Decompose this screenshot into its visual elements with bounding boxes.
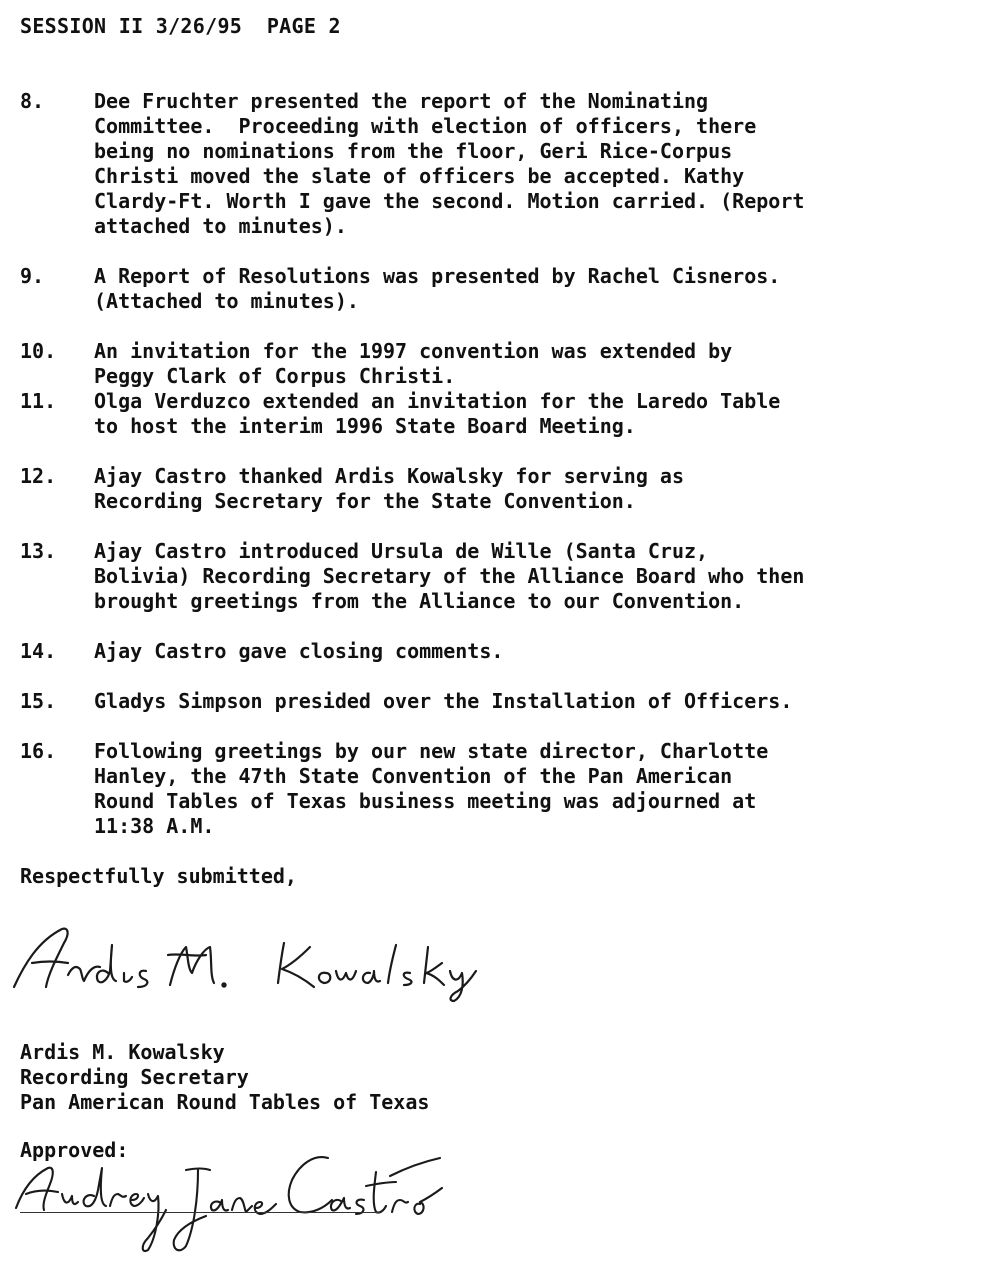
item-text xyxy=(94,689,984,714)
approver-signature xyxy=(10,1128,450,1268)
secretary-signature xyxy=(10,915,480,1005)
item-line: Ajay Castro thanked Ardis Kowalsky for serving as xyxy=(94,464,685,488)
item-line: Recording Secretary for the State Convention. xyxy=(94,489,636,513)
item-line: Committee. Proceeding with election of officers, there xyxy=(94,114,757,138)
signatory-organization: Pan American Round Tables of Texas xyxy=(20,1090,430,1114)
item-number: 13. xyxy=(20,539,57,563)
item-line: 11:38 A.M. xyxy=(94,814,215,838)
item-number: 8. xyxy=(20,89,45,113)
item-number: 11. xyxy=(20,389,57,413)
signatory-name: Ardis M. Kowalsky xyxy=(20,1040,225,1064)
signature-line xyxy=(20,1212,380,1213)
item-line: Gladys Simpson presided over the Installation of Officers. xyxy=(94,689,793,713)
item-number: 9. xyxy=(20,264,45,288)
signatory-title: Recording Secretary xyxy=(20,1065,249,1089)
item-line: Following greetings by our new state director, Charlotte xyxy=(94,739,769,763)
item-line: Olga Verduzco extended an invitation for the Laredo Table xyxy=(94,389,781,413)
item-text xyxy=(94,639,984,664)
item-line: Dee Fruchter presented the report of the Nominating xyxy=(94,89,709,113)
signatory-block xyxy=(20,1040,429,1115)
item-line: Ajay Castro gave closing comments. xyxy=(94,639,504,663)
item-text xyxy=(94,389,984,439)
item-line: An invitation for the 1997 convention was extended by xyxy=(94,339,733,363)
item-text xyxy=(94,89,984,239)
item-line: Christi moved the slate of officers be accepted. Kathy xyxy=(94,164,745,188)
item-line: being no nominations from the floor, Geri Rice-Corpus xyxy=(94,139,733,163)
item-text xyxy=(94,264,984,314)
item-line: brought greetings from the Alliance to our Convention. xyxy=(94,589,745,613)
item-text xyxy=(94,339,984,389)
approved-label: Approved: xyxy=(20,1138,129,1162)
item-line: Peggy Clark of Corpus Christi. xyxy=(94,364,456,388)
item-line: Clardy-Ft. Worth I gave the second. Motion carried. (Report xyxy=(94,189,805,213)
item-line: Ajay Castro introduced Ursula de Wille (Santa Cruz, xyxy=(94,539,709,563)
item-number: 15. xyxy=(20,689,57,713)
item-number: 14. xyxy=(20,639,57,663)
item-text xyxy=(94,539,984,614)
item-line: (Attached to minutes). xyxy=(94,289,359,313)
item-line: Hanley, the 47th State Convention of the Pan American xyxy=(94,764,733,788)
item-number: 12. xyxy=(20,464,57,488)
item-text xyxy=(94,464,984,514)
item-line: attached to minutes). xyxy=(94,214,347,238)
item-line: Round Tables of Texas business meeting was adjourned at xyxy=(94,789,757,813)
item-line: A Report of Resolutions was presented by Rachel Cisneros. xyxy=(94,264,781,288)
item-line: Bolivia) Recording Secretary of the Alliance Board who then xyxy=(94,564,805,588)
item-number: 10. xyxy=(20,339,57,363)
item-number: 16. xyxy=(20,739,57,763)
page-header: SESSION II 3/26/95 PAGE 2 xyxy=(20,14,341,38)
item-line: to host the interim 1996 State Board Meeting. xyxy=(94,414,636,438)
item-text xyxy=(94,739,984,839)
closing-line: Respectfully submitted, xyxy=(20,864,297,888)
